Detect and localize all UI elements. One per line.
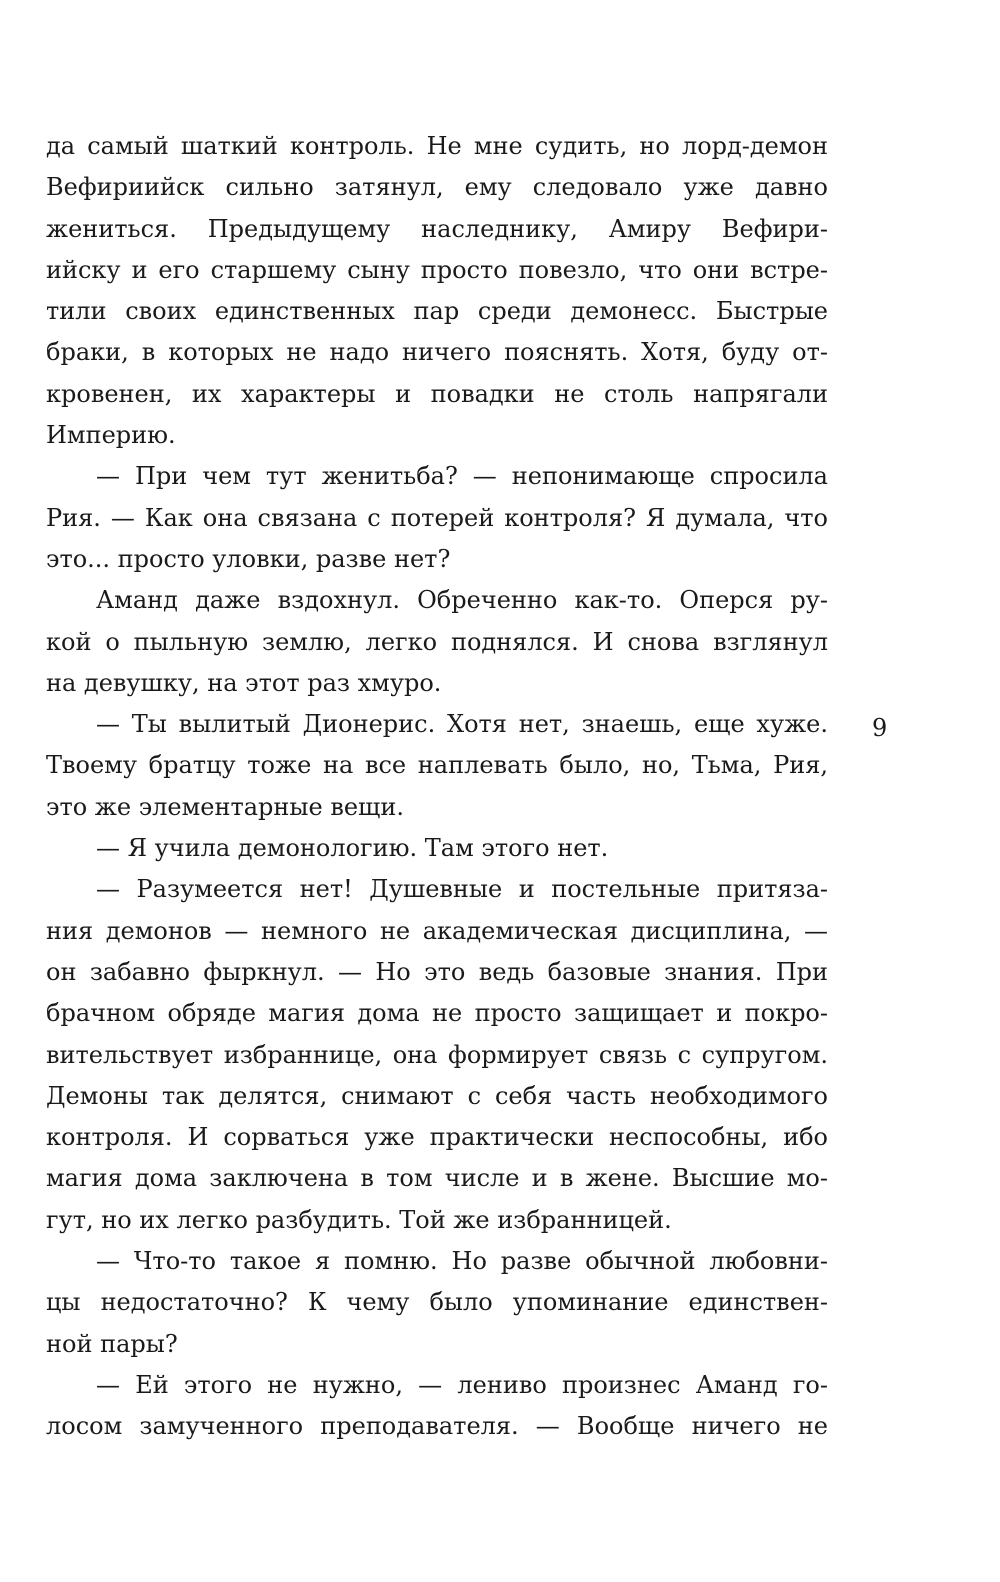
text-line: кой о пыльную землю, легко поднялся. И снова взглянул (46, 627, 828, 656)
text-line: Твоему братцу тоже на все наплевать было, но, Тьма, Рия, (46, 751, 828, 780)
text-line: контроля. И сорваться уже практически неспособны, ибо (46, 1123, 828, 1152)
text-line: он забавно фыркнул. — Но это ведь базовые знания. При (46, 957, 828, 986)
text-line: да самый шаткий контроль. Не мне судить, но лорд-демон (46, 132, 828, 160)
text-line: — Я учила демонологию. Там этого нет. (96, 834, 609, 863)
text-line: — При чем тут женитьба? — непонимающе спросила (96, 462, 828, 491)
text-line: Рия. — Как она связана с потерей контроля? Я думала, что (46, 503, 828, 532)
text-line: это же элементарные вещи. (46, 792, 404, 821)
text-line: Империю. (46, 421, 176, 450)
text-line: гут, но их легко разбудить. Той же избранницей. (46, 1205, 672, 1234)
text-line: на девушку, на этот раз хмуро. (46, 668, 442, 697)
text-line: — Ей этого не нужно, — лениво произнес Аманд го- (96, 1370, 828, 1399)
text-line: браки, в которых не надо ничего пояснять. Хотя, буду от- (46, 338, 828, 367)
text-line: — Что-то такое я помню. Но разве обычной любовни- (96, 1247, 828, 1276)
text-line: цы недостаточно? К чему было упоминание единствен- (46, 1288, 828, 1317)
text-line: вительствует избраннице, она формирует связь с супругом. (46, 1040, 828, 1069)
text-line: жениться. Предыдущему наследнику, Амиру Вефири- (46, 214, 828, 243)
text-line: ния демонов — немного не академическая дисциплина, — (46, 916, 828, 945)
text-line: — Ты вылитый Дионерис. Хотя нет, знаешь, еще хуже. (96, 710, 828, 739)
page-number: 9 (872, 714, 888, 742)
text-line: Вефириийск сильно затянул, ему следовало уже давно (46, 173, 828, 202)
text-line: тили своих единственных пар среди демонесс. Быстрые (46, 297, 828, 326)
text-line: брачном обряде магия дома не просто защищает и покро- (46, 999, 828, 1028)
text-line: — Разумеется нет! Душевные и постельные притяза- (96, 875, 828, 904)
text-line: ной пары? (46, 1329, 178, 1358)
text-line: Демоны так делятся, снимают с себя часть необходимого (46, 1081, 828, 1110)
text-line: Аманд даже вздохнул. Обреченно как-то. Оперся ру- (96, 586, 828, 615)
text-line: ийску и его старшему сыну просто повезло, что они встре- (46, 255, 828, 284)
body-text (46, 126, 828, 1448)
text-line: лосом замученного преподавателя. — Вообще ничего не (46, 1412, 828, 1441)
text-line: магия дома заключена в том числе и в жене. Высшие мо- (46, 1164, 828, 1193)
text-line: это... просто уловки, разве нет? (46, 544, 451, 573)
text-line: кровенен, их характеры и повадки не столь напрягали (46, 379, 828, 408)
